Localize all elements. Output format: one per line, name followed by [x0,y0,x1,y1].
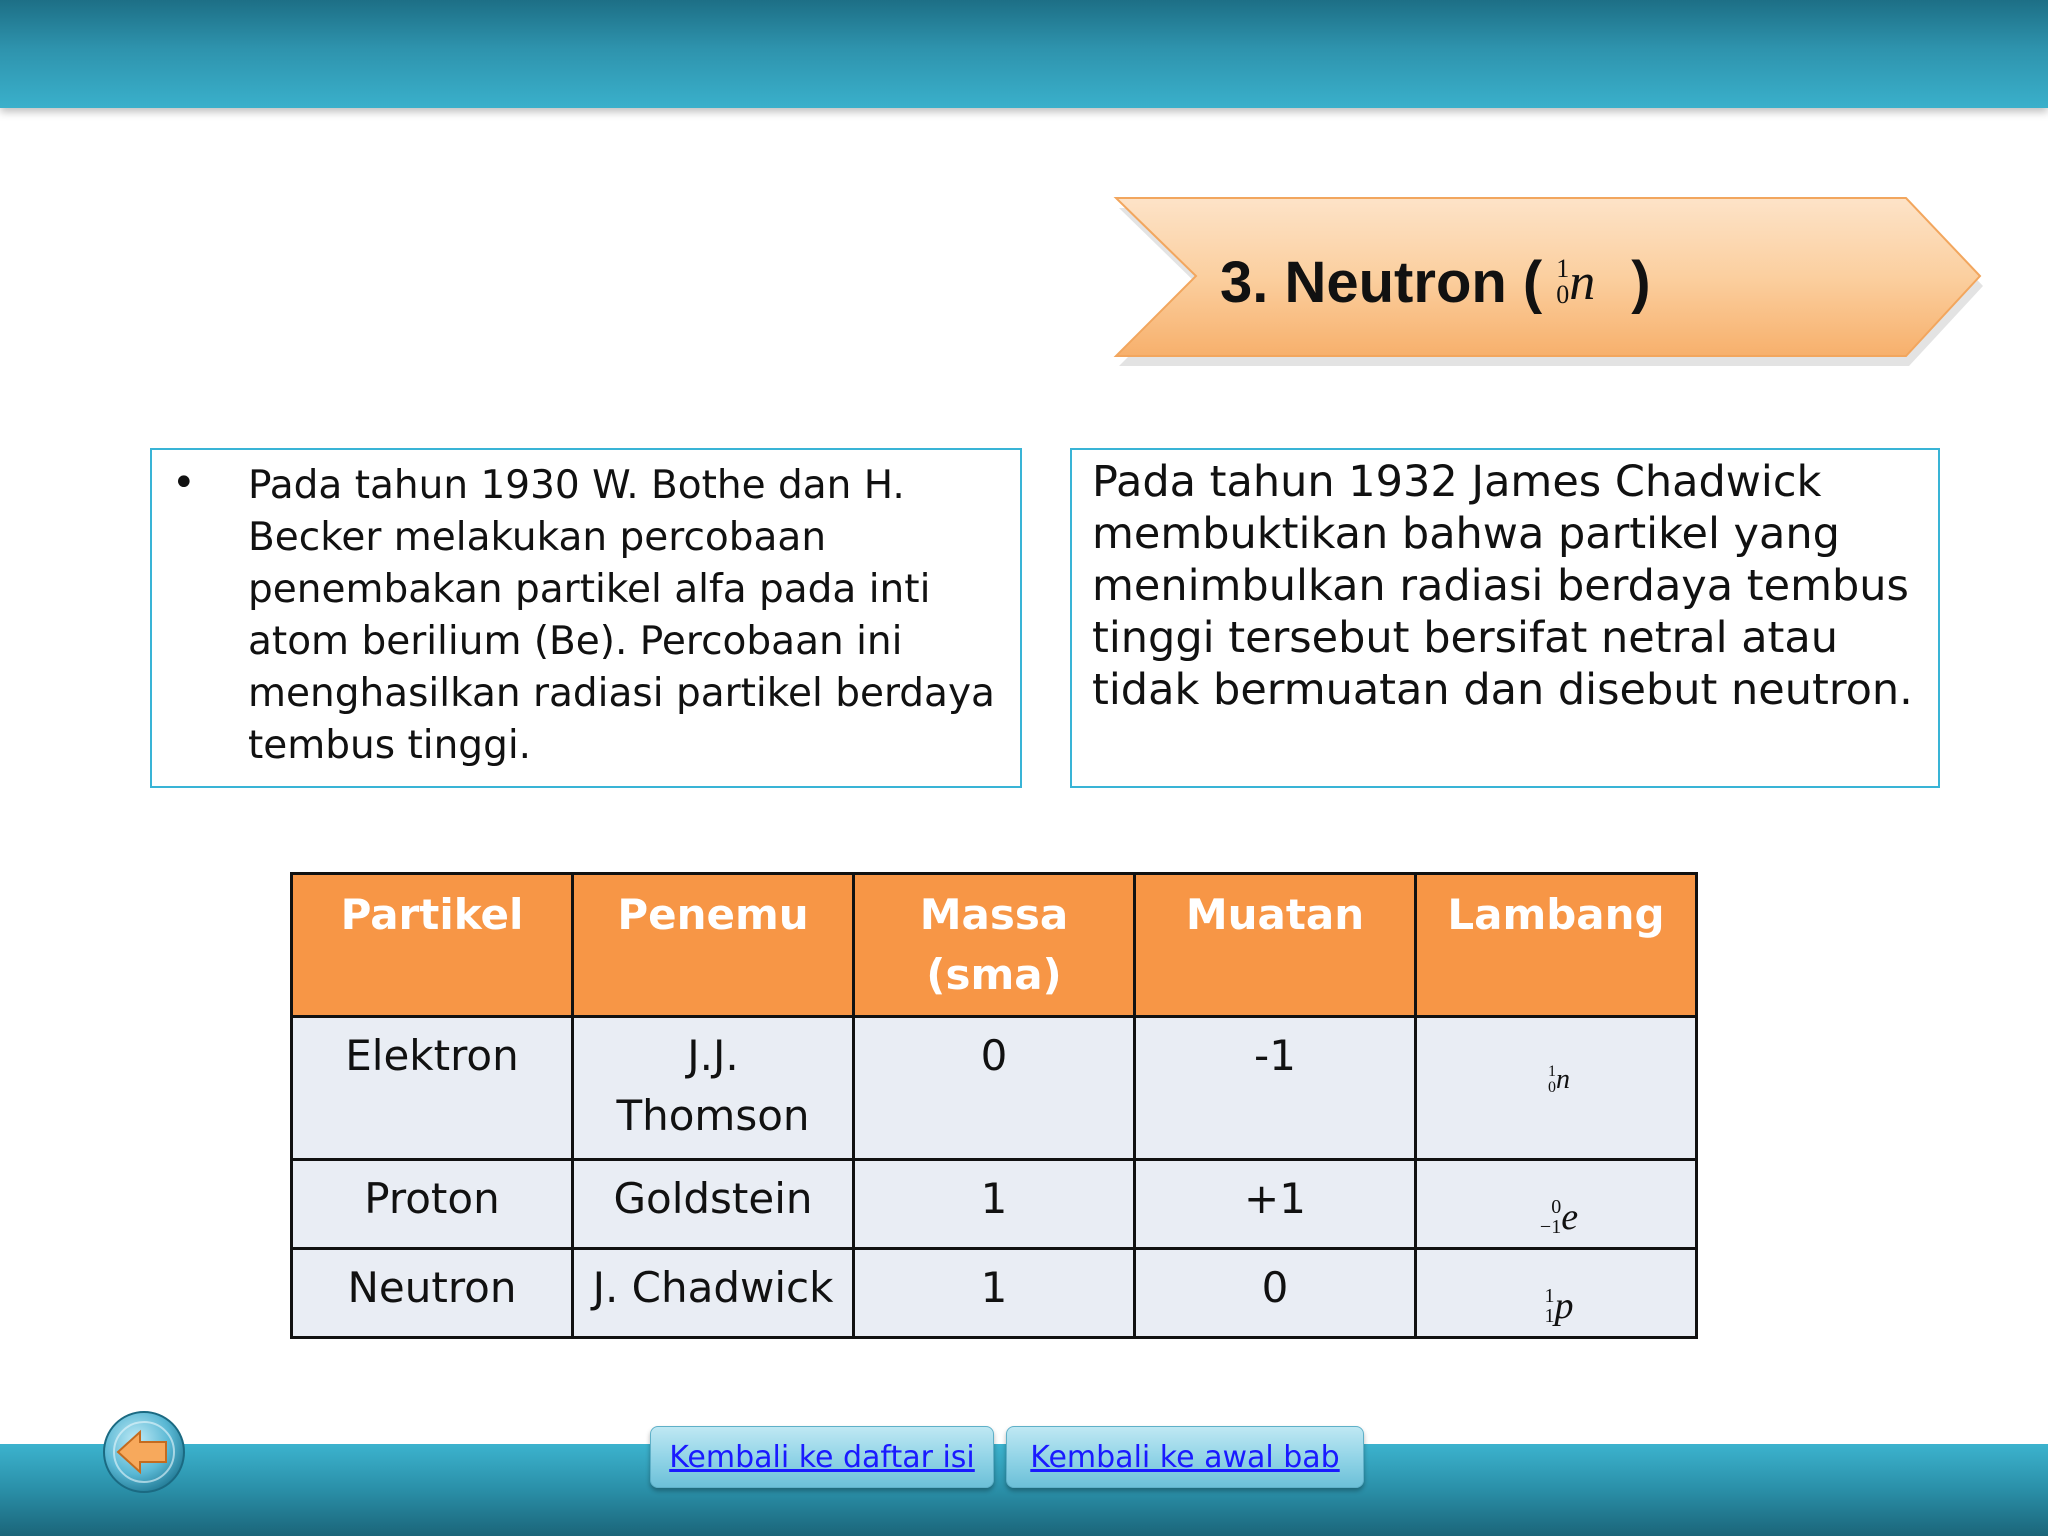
table-row [292,1249,1697,1338]
particle-table [290,872,1698,1339]
cell-penemu: Goldstein [573,1160,854,1249]
chadwick-text: Pada tahun 1932 James Chadwick membuktikan bahwa partikel yang menimbulkan radiasi berdaya tembus tinggi tersebut bersifat netral atau tidak bermuatan dan disebut neutron. [1092,457,1913,715]
cell-partikel: Neutron [292,1249,573,1338]
atomic-number: 0 [1556,280,1570,309]
cell-lambang [1416,1160,1697,1249]
title-suffix: ) [1631,249,1651,315]
mass-number: 1 [1544,1285,1555,1307]
nuclide-symbol [1540,1187,1578,1247]
cell-massa: 1 [854,1249,1135,1338]
title-prefix: 3. Neutron ( [1220,249,1543,315]
arrow-left-icon[interactable] [102,1410,186,1494]
cell-muatan: 0 [1135,1249,1416,1338]
cell-penemu: J. Chadwick [573,1249,854,1338]
mass-number: 0 [1551,1196,1562,1218]
table-row [292,1017,1697,1160]
back-to-chapter-start-link[interactable]: Kembali ke awal bab [1030,1439,1340,1475]
neutron-symbol [1556,253,1595,312]
atomic-number: 0 [1548,1079,1556,1096]
cell-partikel: Elektron [292,1017,573,1160]
header-lambang: Lambang [1416,874,1697,1017]
cell-penemu: J.J. Thomson [573,1017,854,1160]
back-to-contents-link[interactable]: Kembali ke daftar isi [669,1439,975,1475]
back-to-contents-button[interactable] [650,1426,994,1488]
element-symbol: n [1569,253,1596,311]
nuclide-symbol [1548,1050,1570,1110]
bothe-becker-box [150,448,1022,788]
page-title [1220,240,1651,324]
chadwick-box [1070,448,1940,788]
cell-massa: 1 [854,1160,1135,1249]
cell-lambang [1416,1017,1697,1160]
atomic-number: −1 [1539,1216,1562,1238]
element-symbol: p [1554,1285,1574,1327]
cell-muatan: +1 [1135,1160,1416,1249]
table-row [292,1160,1697,1249]
header-partikel: Partikel [292,874,573,1017]
header-massa: Massa (sma) [854,874,1135,1017]
header-muatan: Muatan [1135,874,1416,1017]
table-header-row [292,874,1697,1017]
nuclide-symbol [1545,1276,1574,1336]
top-banner [0,0,2048,108]
element-symbol: e [1561,1196,1579,1238]
bothe-becker-text: Pada tahun 1930 W. Bothe dan H. Becker melakukan percobaan penembakan partikel alfa pada inti atom berilium (Be). Percobaan ini menghasilkan radiasi partikel berdaya tembus tinggi. [248,463,995,768]
mass-number: 1 [1556,254,1570,283]
cell-lambang [1416,1249,1697,1338]
cell-muatan: -1 [1135,1017,1416,1160]
atomic-number: 1 [1544,1305,1555,1327]
element-symbol: n [1556,1064,1570,1095]
back-to-chapter-start-button[interactable] [1006,1426,1364,1488]
cell-partikel: Proton [292,1160,573,1249]
header-penemu: Penemu [573,874,854,1017]
cell-massa: 0 [854,1017,1135,1160]
mass-number: 1 [1548,1063,1556,1080]
bullet-point: • [172,460,196,506]
